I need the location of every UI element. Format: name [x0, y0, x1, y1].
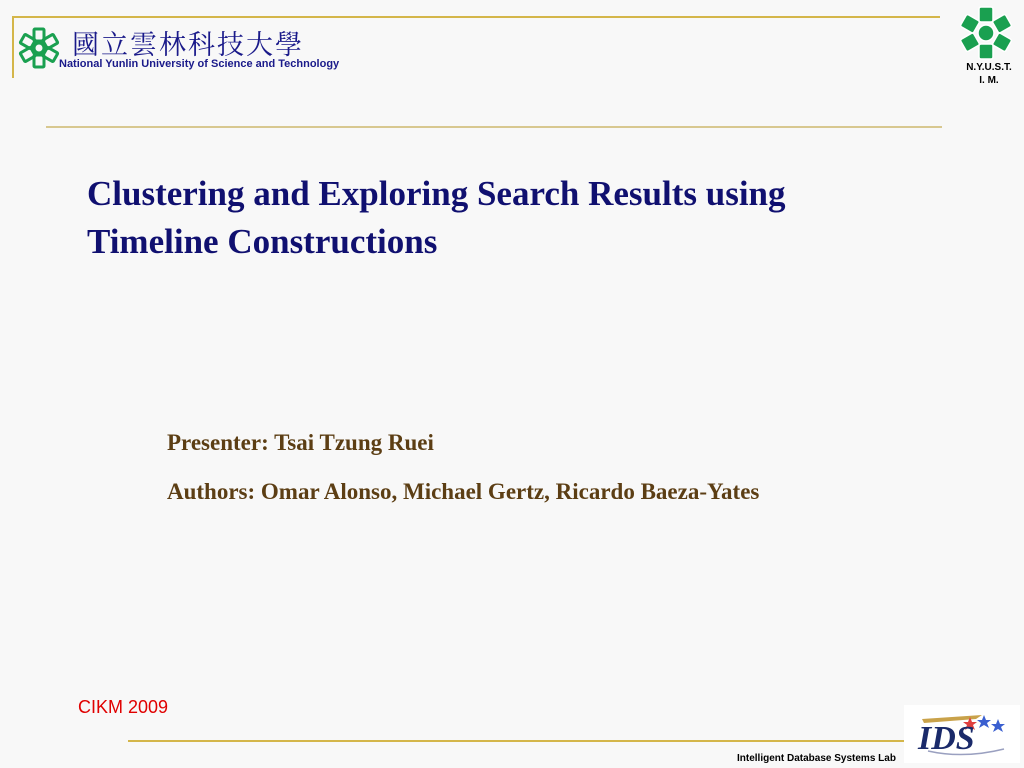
presenter-line: Presenter: Tsai Tzung Ruei	[167, 430, 434, 455]
slide-title-line-1: Clustering and Exploring Search Results using	[87, 174, 786, 213]
university-name-english: National Yunlin University of Science and Technology	[59, 58, 340, 70]
header-top-rule	[12, 16, 940, 18]
header-left-rule	[12, 16, 14, 78]
ids-lab-logo-icon	[904, 705, 1020, 763]
slide-title	[87, 170, 927, 266]
lab-code-line-1: N.Y.U.S.T.	[966, 62, 1012, 73]
lab-code-label	[955, 61, 1023, 87]
university-emblem-icon	[958, 6, 1014, 60]
conference-label: CIKM 2009	[78, 697, 169, 717]
university-name-chinese: 國立雲林科技大學	[72, 30, 304, 61]
ids-logo-text: IDS	[918, 720, 975, 757]
header-divider	[46, 126, 942, 128]
lab-name-footer: Intelligent Database Systems Lab	[737, 753, 896, 764]
lab-code-line-2: I. M.	[979, 75, 999, 86]
slide-title-line-2: Timeline Constructions	[87, 222, 438, 261]
university-logo-icon	[18, 26, 60, 70]
footer-divider	[128, 740, 940, 742]
authors-line: Authors: Omar Alonso, Michael Gertz, Ricardo Baeza-Yates	[167, 479, 760, 504]
